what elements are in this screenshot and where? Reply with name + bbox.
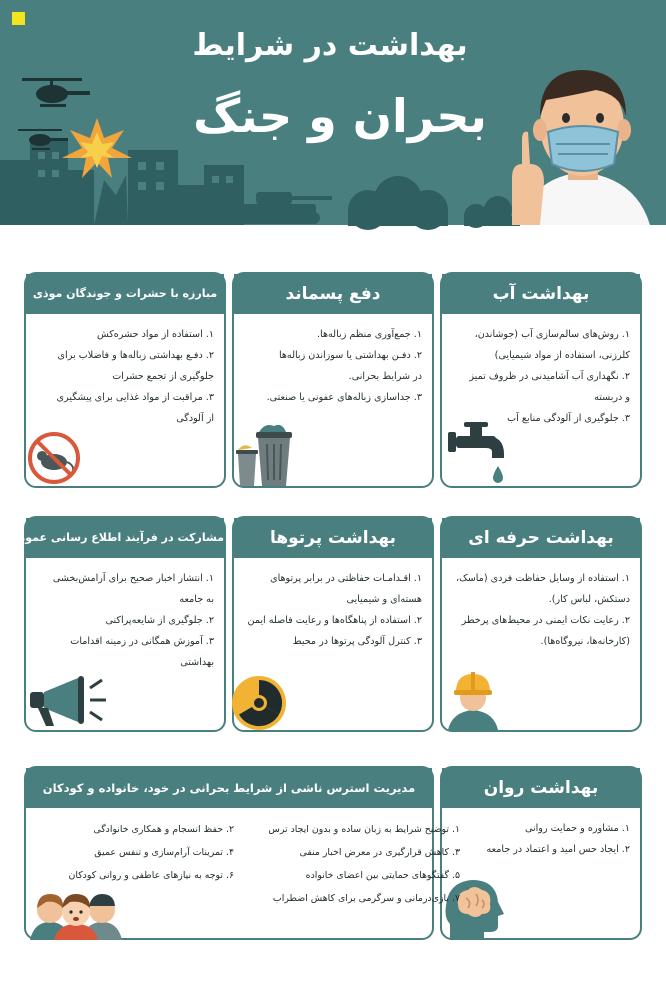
card-public-information [7, 516, 226, 732]
card-occupational-health [440, 516, 642, 732]
list-item: ۱. روش‌های سالم‌سازی آب (جوشاندن، [474, 329, 630, 340]
list-item: از آلودگی [176, 413, 214, 424]
card-radiation-health [232, 516, 434, 732]
card-body [442, 314, 640, 429]
card-mental-health [440, 766, 642, 940]
card-waste-disposal [232, 272, 434, 488]
megaphone-icon [28, 676, 108, 728]
helicopter-small-icon [18, 128, 70, 152]
card-title: مبارزه با حشرات و جوندگان موذی [26, 274, 224, 314]
list-item: هسته‌ای و شیمیایی [346, 594, 422, 605]
list-item: ۳. جداسازی زباله‌های عفونی یا صنعتی. [266, 392, 422, 403]
card-title: دفع پسماند [234, 274, 432, 314]
cloud-icon [338, 176, 458, 226]
list-item: ۲. رعایت نکات ایمنی در محیط‌های پرخطر [461, 615, 630, 626]
masked-man-icon [500, 60, 666, 225]
tank-icon [238, 188, 334, 224]
list-item: ۱. انتشار اخبار صحیح برای آرامش‌بخشی [52, 573, 214, 584]
list-item: ۲. حفظ انسجام و همکاری خانوادگی [93, 824, 234, 835]
card-pest-control [24, 272, 226, 488]
card-title: مدیریت استرس ناشی از شرایط بحرانی در خود، خانواده و کودکان [26, 768, 432, 808]
card-title: بهداشت آب [442, 274, 640, 314]
card-stress-management [24, 766, 460, 940]
list-item: ۱. مشاوره و حمایت روانی [524, 823, 630, 834]
card-body [442, 808, 640, 860]
list-item: دستکش، لباس کار). [548, 594, 630, 605]
card-title: بهداشت حرفه ای [442, 518, 640, 558]
worker-helmet-icon [444, 668, 502, 730]
card-title: مشارکت در فرآیند اطلاع رسانی عمومی [26, 518, 224, 558]
list-item: ۱. اقـدامـات حفاظتی در برابر پرتوهای [270, 573, 422, 584]
card-body [26, 558, 224, 673]
list-item: ۳. مراقبت از مواد غذایی برای پیشگیری [56, 392, 214, 403]
list-item: ۳. کنترل آلودگی پرتوها در محیط [292, 636, 422, 647]
card-body [26, 314, 224, 429]
trash-bin-icon [234, 420, 304, 488]
list-item: ۱. جمع‌آوری منظم زباله‌ها. [317, 329, 422, 340]
list-item: (کارخانه‌ها، نیروگاه‌ها). [540, 636, 630, 647]
stress-list-left [34, 818, 234, 887]
card-water-hygiene [440, 272, 642, 488]
list-item: ۷. بازی‌درمانی و سرگرمی برای کاهش اضطراب [272, 893, 460, 904]
list-item: ۳. کاهش قرارگیری در معرض اخبار منفی [299, 847, 460, 858]
list-item: ۲. نگهداری آب آشامیدنی در ظروف تمیز [469, 371, 630, 382]
list-item: ۲. استفاده از پناهگاه‌ها و رعایت فاصله ایمن [247, 615, 422, 626]
worried-family-icon [26, 886, 126, 940]
page-title-top: بهداشت در شرایط [192, 28, 468, 63]
card-body [234, 314, 432, 408]
list-item: به جامعه [179, 594, 214, 605]
list-item: ۴. تمرینات آرام‌سازی و تنفس عمیق [94, 847, 234, 858]
list-item: جلوگیری از تجمع حشرات [112, 371, 214, 382]
list-item: ۱. توضیح شرایط به زبان ساده و بدون ایجاد ترس [268, 824, 460, 835]
list-item: ۲. جلوگیری از شایعه‌پراکنی [105, 615, 214, 626]
card-body [442, 558, 640, 652]
list-item: ۵. گفتگوهای حمایتی بین اعضای خانواده [305, 870, 460, 881]
header-banner [0, 0, 666, 225]
list-item: ۲. دفـن بهداشتی یا سوزاندن زباله‌ها [278, 350, 422, 361]
list-item: ۳. آموزش همگانی در زمینه اقدامات بهداشتی [70, 636, 214, 668]
helicopter-icon [22, 76, 94, 110]
card-title: بهداشت روان [442, 768, 640, 808]
radiation-icon [230, 674, 288, 732]
explosion-icon [62, 118, 132, 178]
list-item: ۱. استفاده از وسایل حفاظت فردی (ماسک، [456, 573, 630, 584]
list-item: کلرزنی، استفاده از مواد شیمیایی) [494, 350, 630, 361]
list-item: ۲. ایجاد حس امید و اعتماد در جامعه [486, 844, 630, 855]
list-item: ۶. توجه به نیازهای عاطفی و روانی کودکان [68, 870, 234, 881]
list-item: ۲. دفـع بهداشتی زباله‌ها و فاضلاب برای [57, 350, 214, 361]
water-tap-icon [446, 422, 512, 486]
list-item: و دربسته [594, 392, 630, 403]
list-item: ۳. جلوگیری از آلودگی منابع آب [507, 413, 630, 424]
page-title-main: بحران و جنگ [193, 89, 487, 143]
list-item: در شرایط بحرانی. [348, 371, 422, 382]
card-body [234, 558, 432, 652]
card-title: بهداشت پرتوها [234, 518, 432, 558]
corner-square [12, 12, 25, 25]
no-rodent-icon [26, 430, 82, 486]
list-item: ۱. استفاده از مواد حشره‌کش [96, 329, 214, 340]
